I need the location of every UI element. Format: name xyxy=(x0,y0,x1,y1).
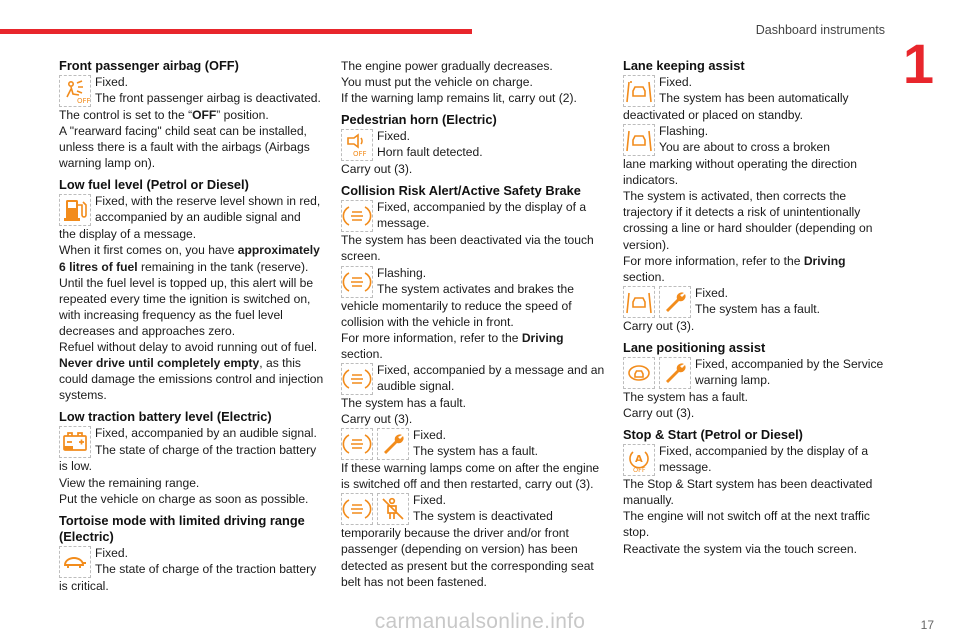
collision-s4a: Fixed. xyxy=(413,428,446,443)
header-accent-bar xyxy=(0,29,472,34)
airbag-off-icon xyxy=(59,75,91,107)
column-1 xyxy=(59,58,329,594)
col2-p0a: The engine power gradually decreases. xyxy=(341,59,553,73)
collision-s3p2: Carry out (3). xyxy=(341,412,413,427)
lka-s3p: Carry out (3). xyxy=(623,318,695,333)
airbag-p2: A "rearward facing" child seat can be installed, unless there is a fault with the airbags (Airbags warning lamp on). xyxy=(59,124,310,171)
lane-keeping-fault-icon xyxy=(623,286,655,318)
ss-p3: Reactivate the system via the touch screen. xyxy=(623,541,857,556)
lka-s1b: The system has been automatically xyxy=(659,91,849,106)
collision-alert-flashing-icon xyxy=(341,266,373,298)
tortoise-p1: is critical. xyxy=(59,578,109,593)
collision-s2b: The system activates and brakes the xyxy=(377,281,574,296)
collision-s2a: Flashing. xyxy=(377,265,427,280)
horn-state: Fixed. xyxy=(377,129,410,144)
fuel-p2: When it first comes on, you have approximately 6 litres of fuel remaining in the tank (reserve). xyxy=(59,243,320,274)
section-title: Dashboard instruments xyxy=(755,23,885,37)
collision-s5b: The system is deactivated xyxy=(413,509,553,524)
battery-p1: is low. xyxy=(59,459,92,474)
collision-s3p1: The system has a fault. xyxy=(341,395,467,410)
collision-icon-3 xyxy=(341,493,373,525)
column-3 xyxy=(623,58,893,557)
airbag-warning xyxy=(59,74,329,107)
lka-s2p2: The system is activated, then corrects the trajectory if it detects a risk of unintentionally crossing a line or hard shoulder (depending on version). xyxy=(623,189,873,252)
wrench-icon xyxy=(659,357,691,389)
lpa-p2: Carry out (3). xyxy=(623,406,695,421)
svg-text:OFF: OFF xyxy=(353,150,367,159)
traction-battery-icon xyxy=(59,426,91,458)
tortoise-icon xyxy=(59,546,91,578)
fuel-pump-icon xyxy=(59,194,91,226)
collision-s5p: temporarily because the driver and/or front passenger (depending on version) has been detected as present but the corresponding seat belt has not been fastened. xyxy=(341,526,594,589)
airbag-p1: The control is set to the “OFF” position. xyxy=(59,108,269,122)
heading-lpa: Lane positioning assist xyxy=(623,339,766,355)
collision-s1p: The system has been deactivated via the touch screen. xyxy=(341,233,594,264)
lane-keeping-flashing-icon xyxy=(623,124,655,156)
lpa-s1: Fixed, accompanied by the Service warning lamp. xyxy=(695,356,884,388)
fuel-p1: the display of a message. xyxy=(59,227,197,242)
heading-lka: Lane keeping assist xyxy=(623,58,745,73)
battery-p2: View the remaining range. xyxy=(59,475,200,490)
stop-start-icon-text: OFF xyxy=(633,466,646,475)
heading-tortoise: Tortoise mode with limited driving range (Electric) xyxy=(59,512,305,544)
lka-s1p: deactivated or placed on standby. xyxy=(623,108,803,122)
lka-s3b: The system has a fault. xyxy=(695,301,821,316)
heading-battery: Low traction battery level (Electric) xyxy=(59,409,272,425)
collision-s4p: If these warning lamps come on after the engine is switched off and then restarted, carry out (3). xyxy=(341,461,600,492)
col2-p0c: If the warning lamp remains lit, carry out (2). xyxy=(341,91,577,106)
ss-s1: Fixed, accompanied by the display of a message. xyxy=(659,444,869,475)
tortoise-state: Fixed. xyxy=(95,545,128,560)
stop-start-off-icon xyxy=(623,444,655,476)
collision-alert-icon xyxy=(341,200,373,232)
heading-collision: Collision Risk Alert/Active Safety Brake xyxy=(341,183,581,199)
battery-state: Fixed, accompanied by an audible signal. The state of charge of the traction battery xyxy=(95,426,317,457)
seatbelt-slash-icon xyxy=(377,493,409,525)
col2-p0b: You must put the vehicle on charge. xyxy=(341,75,533,90)
fuel-state: Fixed, with the reserve level shown in red, accompanied by an audible signal and xyxy=(95,194,321,225)
chapter-number: 1 xyxy=(902,32,934,95)
horn-desc: Horn fault detected. xyxy=(377,145,483,160)
lpa-p1: The system has a fault. xyxy=(623,389,749,404)
collision-fault-icon xyxy=(341,363,373,395)
collision-s2p: vehicle momentarily to reduce the speed of collision with the vehicle in front. xyxy=(341,298,572,329)
battery-p3: Put the vehicle on charge as soon as possible. xyxy=(59,491,309,506)
lka-s2p1: lane marking without operating the direction indicators. xyxy=(623,157,857,188)
wrench-icon xyxy=(377,428,409,460)
ss-p2: The engine will not switch off at the next traffic stop. xyxy=(623,509,870,540)
lane-keeping-icon xyxy=(623,75,655,107)
heading-fuel: Low fuel level (Petrol or Diesel) xyxy=(59,177,249,193)
svg-text:OFF: OFF xyxy=(77,97,91,105)
column-2 xyxy=(341,58,611,590)
lka-s3a: Fixed. xyxy=(695,285,728,300)
watermark: carmanualsonline.info xyxy=(374,610,586,633)
heading-horn: Pedestrian horn (Electric) xyxy=(341,112,497,128)
fuel-p5: Never drive until completely empty, as this could damage the emissions control and injection systems. xyxy=(59,356,324,403)
fuel-p3: Until the fuel level is topped up, this alert will be repeated every time the ignition is switched on, with increasing frequency as the fuel level decreases and approaches zero. xyxy=(59,275,314,338)
collision-s5a: Fixed. xyxy=(413,493,446,508)
lka-s2r-tail: section. xyxy=(623,269,665,284)
heading-stop-start: Stop & Start (Petrol or Diesel) xyxy=(623,427,803,443)
collision-icon-2 xyxy=(341,428,373,460)
lka-s2b: You are about to cross a broken xyxy=(659,140,830,155)
collision-s1: Fixed, accompanied by the display of a message. xyxy=(377,200,587,231)
stop-start-icon-letter: A xyxy=(635,454,643,466)
airbag-state: Fixed. xyxy=(95,75,128,89)
lka-s2a: Flashing. xyxy=(659,124,709,139)
heading-airbag: Front passenger airbag (OFF) xyxy=(59,58,239,73)
lane-positioning-icon xyxy=(623,357,655,389)
collision-s2r-tail: section. xyxy=(341,346,383,361)
fuel-p4: Refuel without delay to avoid running out of fuel. xyxy=(59,340,318,355)
collision-s4b: The system has a fault. xyxy=(413,444,539,459)
airbag-desc: The front passenger airbag is deactivated. xyxy=(95,91,321,106)
page-number: 17 xyxy=(920,618,934,632)
pedestrian-horn-off-icon xyxy=(341,129,373,161)
ss-p1: The Stop & Start system has been deactivated manually. xyxy=(623,477,873,508)
tortoise-desc: The state of charge of the traction battery xyxy=(95,561,317,576)
lka-s2r: For more information, refer to the Driving xyxy=(623,253,846,268)
collision-s3: Fixed, accompanied by a message and an audible signal. xyxy=(377,362,605,394)
collision-s2r: For more information, refer to the Driving xyxy=(341,330,564,345)
horn-p1: Carry out (3). xyxy=(341,162,413,177)
wrench-icon xyxy=(659,286,691,318)
lka-s1a: Fixed. xyxy=(659,75,692,89)
